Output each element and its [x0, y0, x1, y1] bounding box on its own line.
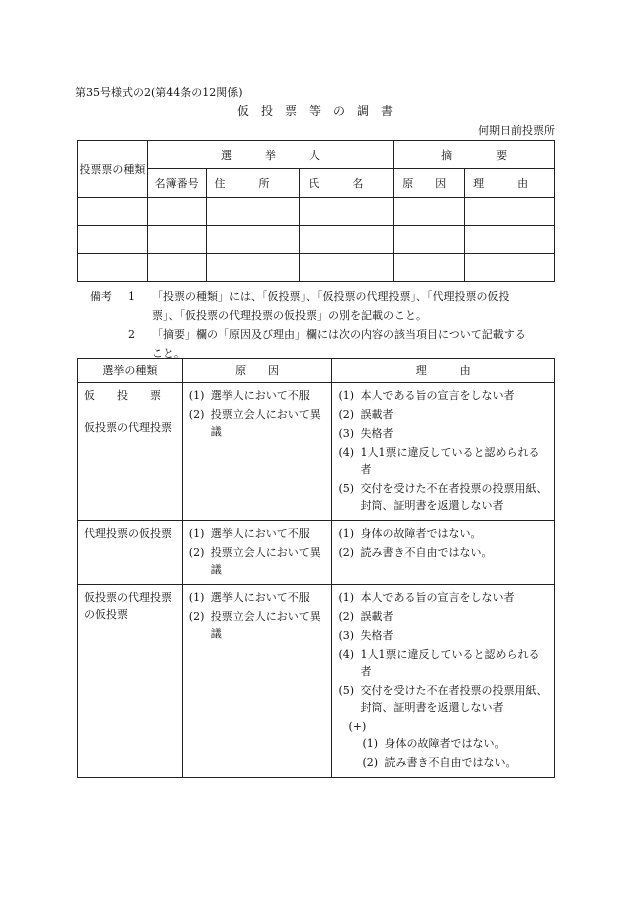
page-title: 仮 投 票 等 の 調 書: [236, 104, 393, 118]
form-id: 第35号様式の2(第44条の12関係): [75, 86, 243, 99]
list-item: (3) 失格者: [338, 629, 394, 642]
list-item: (2) 読み書き不自由ではない。: [362, 756, 517, 769]
list-item: (1) 本人である旨の宣言をしない者: [338, 591, 515, 604]
list-item: (1) 選挙人において不服: [188, 527, 310, 540]
type-provisional-proxy-provisional: 仮投票の代理投票の仮投票: [84, 591, 172, 621]
registry-header: 名簿番号: [147, 169, 206, 198]
polling-place: 何期日前投票所: [478, 124, 555, 137]
list-item: (1) 本人である旨の宣言をしない者: [338, 389, 515, 402]
summary-group-header: 摘 要: [394, 141, 555, 169]
table-row: [78, 585, 555, 778]
table-row: [78, 254, 555, 282]
cause-header: 原 因: [394, 169, 465, 198]
voter-group-header: 選 挙 人: [147, 141, 393, 169]
list-item: (2) 投票立会人において異議: [188, 546, 321, 576]
type-proxy-provisional: 代理投票の仮投票: [84, 527, 172, 540]
list-item: (5) 交付を受けた不在者投票の投票用紙、封筒、証明書を返還しない者: [338, 482, 548, 512]
list-item: (1) 身体の故障者ではない。: [362, 737, 506, 750]
list-item: (4) 1人1票に違反していると認められる者: [338, 648, 540, 678]
list-item: (1) 選挙人において不服: [188, 389, 310, 402]
name-header: 氏 名: [300, 169, 394, 198]
list-item: (1) 身体の故障者ではない。: [338, 527, 482, 540]
table-row: [78, 383, 555, 521]
list-item: (5) 交付を受けた不在者投票の投票用紙、封筒、証明書を返還しない者: [338, 684, 548, 714]
list-item: (2) 投票立会人において異議: [188, 610, 321, 640]
table-row: [78, 521, 555, 585]
list-item: (4) 1人1票に違反していると認められる者: [338, 446, 540, 476]
notes-heading: 備考: [90, 290, 112, 303]
col-type-header: 投票票の種類: [78, 141, 148, 198]
address-header: 住 所: [206, 169, 300, 198]
list-item: (2) 誤載者: [338, 408, 394, 421]
list-item: (2) 誤載者: [338, 610, 394, 623]
table-row: [78, 198, 555, 226]
reason-col-header: 理 由: [332, 359, 555, 383]
notes: 備考 1 「投票の種類」には、「仮投票」、「仮投票の代理投票」、「代理投票の仮投 票」、「仮投票の代理投票の仮投票」の別を記載のこと。 2 「摘要」欄の「原因及び理由」欄には次の内容の該当項目について記載する こと。: [90, 287, 560, 363]
type-provisional: 仮 投 票: [84, 389, 161, 402]
reason-table: [77, 358, 555, 778]
table-row: [78, 226, 555, 254]
list-item: (3) 失格者: [338, 427, 394, 440]
list-item: (2) 読み書き不自由ではない。: [338, 546, 493, 559]
list-item: (2) 投票立会人において異議: [188, 408, 321, 438]
cause-col-header: 原 因: [182, 359, 332, 383]
reason-header: 理 由: [465, 169, 555, 198]
record-table: [77, 140, 555, 282]
sub-heading: (+): [348, 720, 367, 733]
list-item: (1) 選挙人において不服: [188, 591, 310, 604]
type-provisional-proxy: 仮投票の代理投票: [84, 421, 172, 434]
type-header: 選挙の種類: [78, 359, 183, 383]
